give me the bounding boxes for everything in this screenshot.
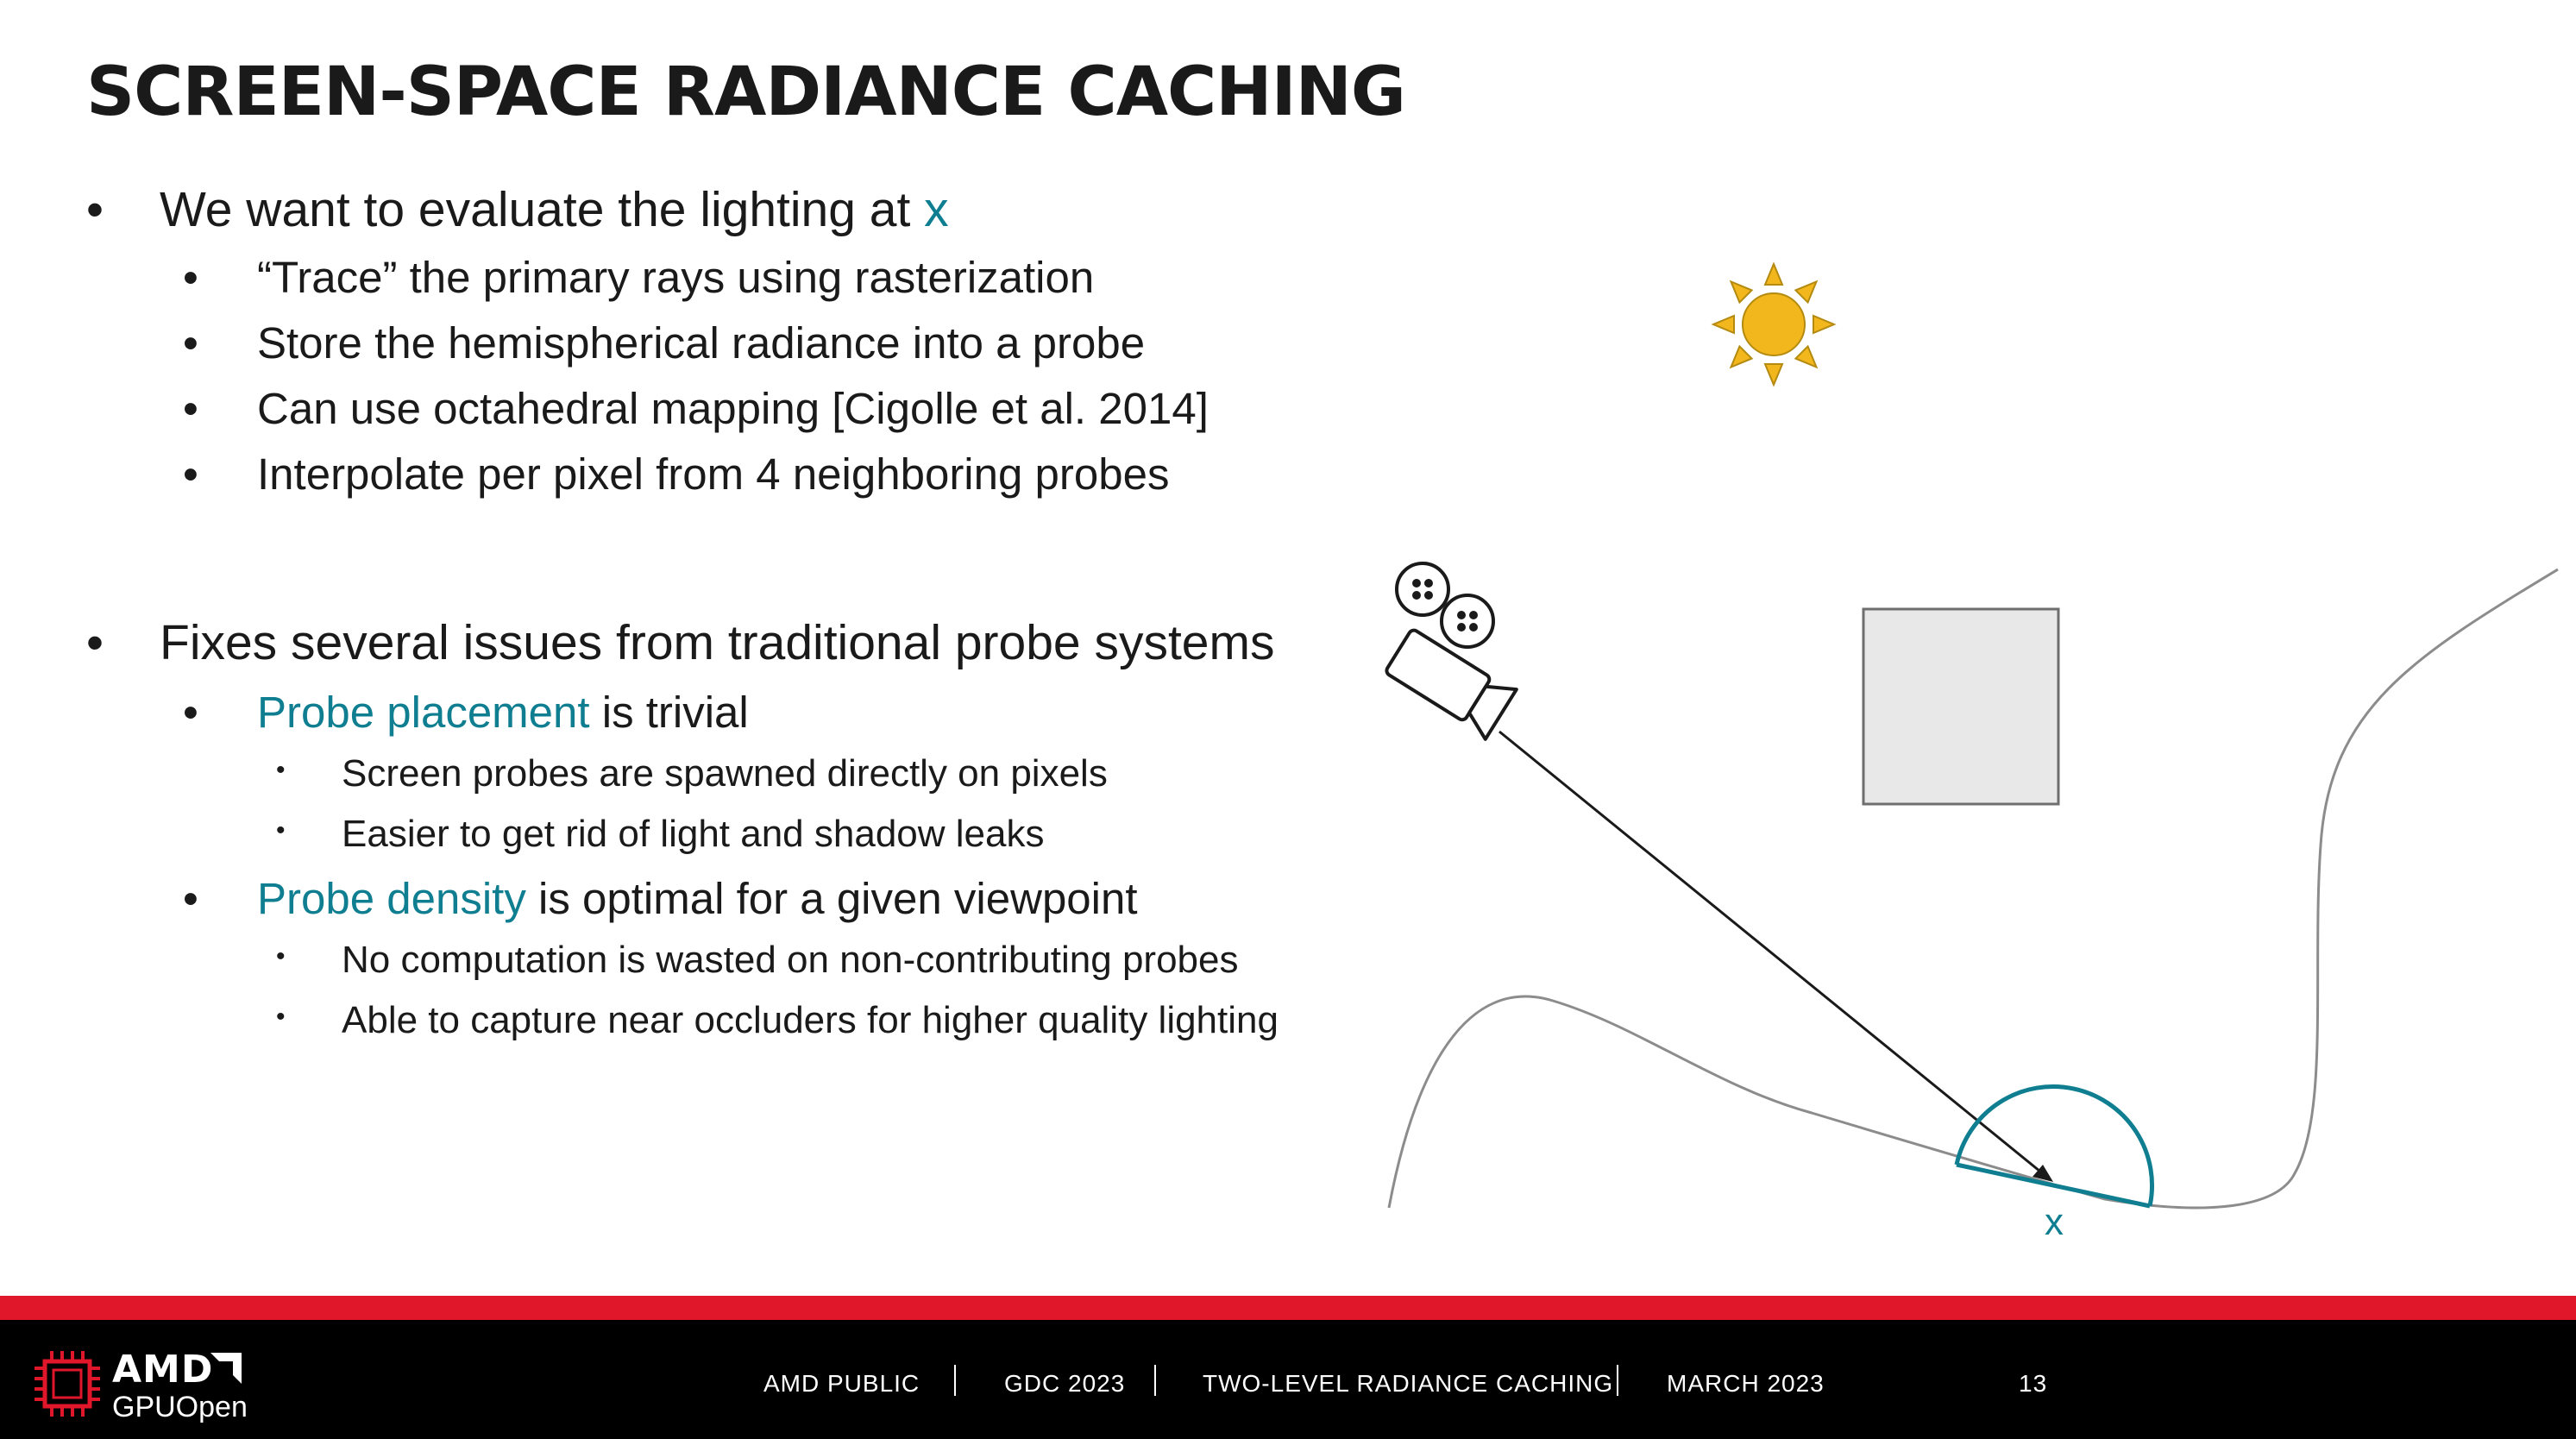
bullet-dot: • — [276, 816, 286, 845]
bullet-2-sub-1-item-1: Screen probes are spawned directly on pixels — [342, 752, 1108, 795]
bullet-dot: • — [276, 942, 286, 971]
camera-icon — [1383, 563, 1517, 739]
bullet-1-sub-4: Interpolate per pixel from 4 neighboring probes — [257, 449, 1170, 499]
bullet-1-text: We want to evaluate the lighting at — [160, 182, 925, 237]
point-x-ref: x — [924, 182, 949, 237]
bullet-2-sub-2-item-2: Able to capture near occluders for higher quality lighting — [342, 999, 1279, 1041]
bullet-1-sub-3: Can use octahedral mapping [Cigolle et al. 2014] — [257, 384, 1209, 433]
bullet-2-sub-1-rest: is trivial — [589, 688, 749, 737]
bullet-1-sub-1: “Trace” the primary rays using rasterization — [257, 253, 1095, 302]
footer-red-bar — [0, 1296, 2576, 1320]
bullet-dot: • — [183, 688, 198, 737]
amd-arrow-icon — [210, 1353, 242, 1384]
probe-density-highlight: Probe density — [257, 874, 526, 923]
amd-logo-text: AMD — [112, 1348, 214, 1392]
bullet-dot: • — [183, 874, 198, 923]
footer-talk-title: TWO-LEVEL RADIANCE CACHING — [1203, 1370, 1614, 1397]
occluder-box — [1863, 609, 2058, 804]
bullet-2: Fixes several issues from traditional probe systems — [160, 615, 1275, 670]
page-number: 13 — [2019, 1370, 2048, 1397]
gpuopen-logo-text: GPUOpen — [112, 1391, 248, 1423]
bullet-dot: • — [86, 182, 104, 237]
bullet-dot: • — [183, 318, 198, 368]
footer-separator — [1617, 1365, 1618, 1396]
footer-event: GDC 2023 — [1004, 1370, 1126, 1397]
slide-title: SCREEN-SPACE RADIANCE CACHING — [86, 53, 1405, 131]
bullet-dot: • — [276, 756, 286, 784]
bullet-dot: • — [276, 1002, 286, 1031]
sun-icon — [1688, 239, 1859, 410]
hemisphere-probe — [1957, 1087, 2152, 1206]
footer-separator — [954, 1365, 956, 1396]
footer — [0, 1320, 2576, 1439]
bullet-1-sub-2: Store the hemispherical radiance into a probe — [257, 318, 1146, 368]
probe-placement-highlight: Probe placement — [257, 688, 590, 737]
footer-date: MARCH 2023 — [1667, 1370, 1825, 1397]
bullet-2-sub-2-item-1: No computation is wasted on non-contributing probes — [342, 939, 1239, 981]
amd-chip-icon — [35, 1351, 100, 1417]
footer-separator — [1154, 1365, 1156, 1396]
point-x-label: x — [2045, 1201, 2064, 1243]
bullet-dot: • — [183, 384, 198, 433]
bullet-dot: • — [86, 615, 104, 670]
bullet-2-sub-1-item-2: Easier to get rid of light and shadow leaks — [342, 813, 1045, 855]
footer-classification: AMD PUBLIC — [763, 1370, 920, 1397]
bullet-dot: • — [183, 253, 198, 302]
bullet-dot: • — [183, 449, 198, 499]
bullet-2-sub-2-rest: is optimal for a given viewpoint — [525, 874, 1138, 923]
